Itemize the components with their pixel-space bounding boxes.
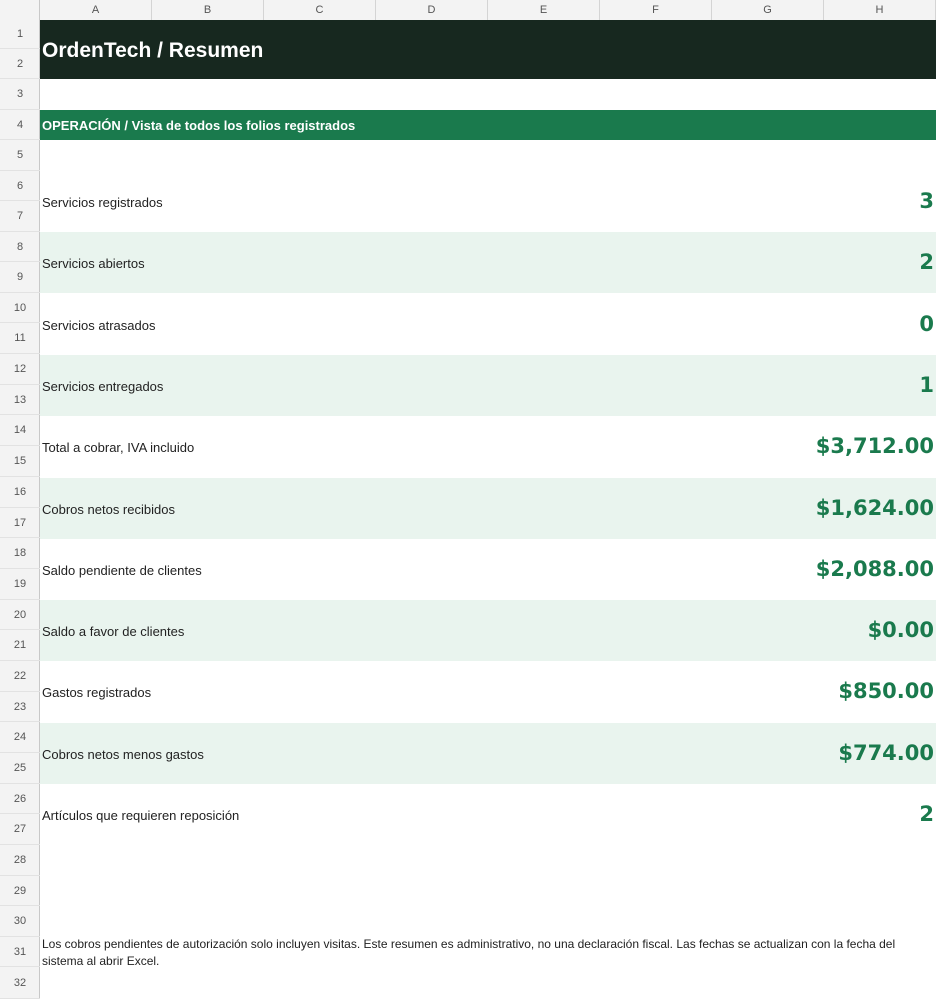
row-header-32[interactable]: 32 (0, 967, 40, 999)
metric-value[interactable]: 1 (919, 373, 934, 397)
metric-value[interactable]: $774.00 (838, 741, 934, 765)
metric-row (40, 723, 936, 784)
row-header-4[interactable]: 4 (0, 110, 40, 140)
metric-value[interactable]: $3,712.00 (815, 434, 934, 458)
metric-label[interactable]: Servicios atrasados (42, 318, 156, 333)
metric-value[interactable]: $2,088.00 (815, 557, 934, 581)
column-header-c[interactable]: C (264, 0, 376, 20)
row-header-5[interactable]: 5 (0, 140, 40, 171)
column-header-e[interactable]: E (488, 0, 600, 20)
row-header-24[interactable]: 24 (0, 722, 40, 753)
metric-row (40, 171, 936, 232)
metric-row (40, 355, 936, 416)
column-header-d[interactable]: D (376, 0, 488, 20)
row-header-16[interactable]: 16 (0, 477, 40, 508)
metric-label[interactable]: Saldo a favor de clientes (42, 624, 185, 639)
row-header-20[interactable]: 20 (0, 600, 40, 630)
row-header-8[interactable]: 8 (0, 232, 40, 262)
row-header-7[interactable]: 7 (0, 201, 40, 232)
row-header-9[interactable]: 9 (0, 262, 40, 293)
metric-row (40, 784, 936, 845)
metric-row (40, 294, 936, 355)
row-header-18[interactable]: 18 (0, 538, 40, 569)
metric-value[interactable]: $1,624.00 (815, 496, 934, 520)
row-header-12[interactable]: 12 (0, 354, 40, 385)
metric-value[interactable]: 3 (919, 189, 934, 213)
metric-value[interactable]: $850.00 (838, 679, 934, 703)
row-header-29[interactable]: 29 (0, 876, 40, 906)
row-header-13[interactable]: 13 (0, 385, 40, 415)
sheet-title[interactable]: OrdenTech / Resumen (42, 39, 264, 62)
section-header (40, 110, 936, 140)
metric-row (40, 539, 936, 600)
metric-label[interactable]: Cobros netos menos gastos (42, 747, 204, 762)
metric-row (40, 600, 936, 661)
row-header-30[interactable]: 30 (0, 906, 40, 937)
row-header-26[interactable]: 26 (0, 784, 40, 814)
metric-row (40, 232, 936, 293)
metric-row (40, 416, 936, 477)
metric-label[interactable]: Cobros netos recibidos (42, 502, 175, 517)
row-header-23[interactable]: 23 (0, 692, 40, 722)
column-header-a[interactable]: A (40, 0, 152, 20)
row-header-6[interactable]: 6 (0, 171, 40, 201)
metric-label[interactable]: Servicios entregados (42, 379, 164, 394)
metric-value[interactable]: 2 (919, 802, 934, 826)
row-header-25[interactable]: 25 (0, 753, 40, 784)
metric-row (40, 661, 936, 722)
metric-value[interactable]: 0 (919, 312, 934, 336)
row-header-11[interactable]: 11 (0, 323, 40, 354)
select-all-corner[interactable] (0, 0, 40, 20)
metric-value[interactable]: $0.00 (867, 618, 934, 642)
row-header-17[interactable]: 17 (0, 508, 40, 538)
metric-label[interactable]: Total a cobrar, IVA incluido (42, 440, 195, 455)
metric-label[interactable]: Servicios abiertos (42, 256, 145, 271)
row-header-22[interactable]: 22 (0, 661, 40, 692)
metric-label[interactable]: Artículos que requieren reposición (42, 808, 240, 823)
row-header-15[interactable]: 15 (0, 446, 40, 477)
row-header-1[interactable]: 1 (0, 20, 40, 49)
row-header-2[interactable]: 2 (0, 49, 40, 79)
row-header-10[interactable]: 10 (0, 293, 40, 323)
row-header-31[interactable]: 31 (0, 937, 40, 967)
title-bar (40, 20, 936, 79)
metric-row (40, 478, 936, 539)
row-header-14[interactable]: 14 (0, 415, 40, 446)
column-header-g[interactable]: G (712, 0, 824, 20)
column-header-f[interactable]: F (600, 0, 712, 20)
metric-label[interactable]: Gastos registrados (42, 685, 152, 700)
footnote[interactable]: Los cobros pendientes de autorización solo incluyen visitas. Este resumen es administrativo, no una declaración fiscal. Las fechas se actualizan con la fecha del sistema al abrir Excel. (42, 937, 896, 968)
metric-label[interactable]: Saldo pendiente de clientes (42, 563, 202, 578)
metric-value[interactable]: 2 (919, 250, 934, 274)
row-header-28[interactable]: 28 (0, 845, 40, 876)
metric-label[interactable]: Servicios registrados (42, 195, 163, 210)
section-title[interactable]: OPERACIÓN / Vista de todos los folios registrados (42, 118, 356, 133)
row-header-3[interactable]: 3 (0, 79, 40, 110)
column-header-h[interactable]: H (824, 0, 936, 20)
column-header-b[interactable]: B (152, 0, 264, 20)
row-header-21[interactable]: 21 (0, 630, 40, 661)
row-header-27[interactable]: 27 (0, 814, 40, 845)
row-header-19[interactable]: 19 (0, 569, 40, 600)
